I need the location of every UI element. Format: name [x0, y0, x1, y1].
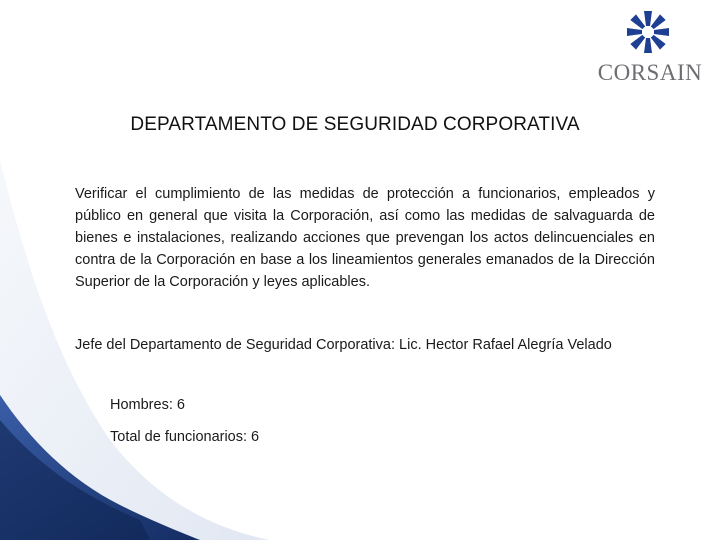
- page-title: DEPARTAMENTO DE SEGURIDAD CORPORATIVA: [130, 114, 580, 135]
- corsain-logo: [590, 8, 710, 84]
- corsain-logo-mark-icon: [626, 10, 670, 54]
- stat-total-staff: Total de funcionarios: 6: [110, 429, 260, 445]
- department-chief: Jefe del Departamento de Seguridad Corporativa: Lic. Hector Rafael Alegría Velado: [75, 337, 612, 353]
- department-description: Verificar el cumplimiento de las medidas de protección a funcionarios, empleados y público en general que visita la Corporación, así como las medidas de salvaguarda de bienes e instalaciones, realizando acciones que prevengan los actos delincuenciales en contra de la Corporación en base a los lineamientos generales emanados de la Dirección Superior de la Corporación y leyes aplicables.: [75, 186, 655, 290]
- stat-men: Hombres: 6: [110, 397, 185, 413]
- logo-wordmark: CORSAIN: [597, 60, 703, 85]
